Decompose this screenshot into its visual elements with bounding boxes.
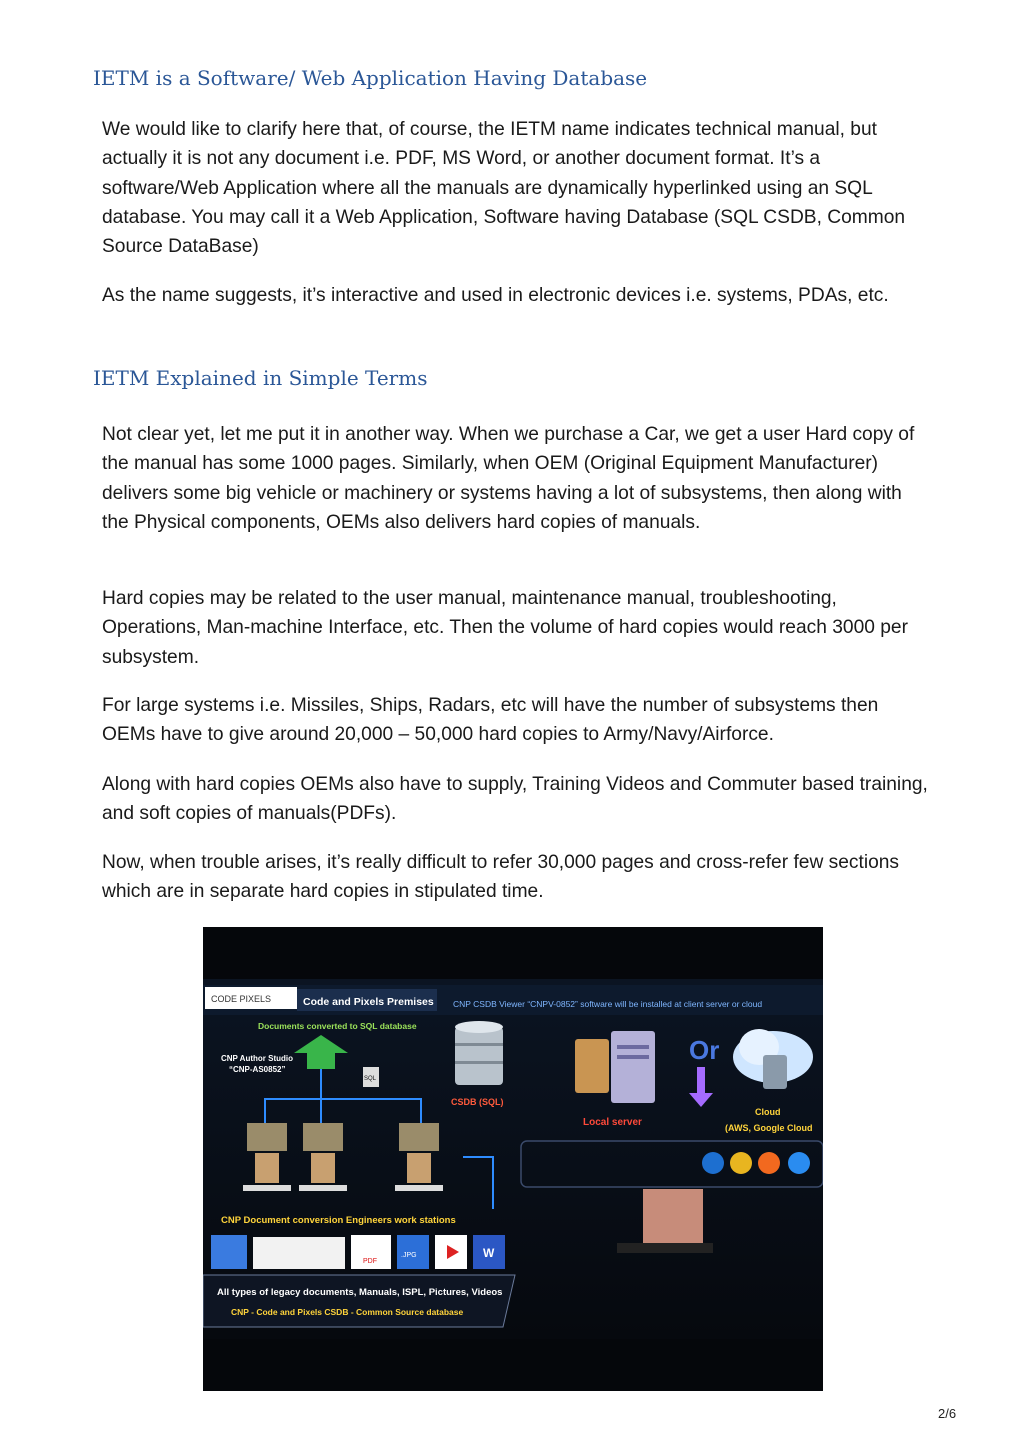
svg-text:SQL: SQL (364, 1076, 377, 1082)
safari-icon (788, 1152, 810, 1174)
cloud-label: Cloud (755, 1107, 781, 1117)
section-heading: IETM Explained in Simple Terms (93, 366, 428, 390)
banner-left: Code and Pixels Premises (303, 996, 434, 1008)
footer-box (203, 1275, 515, 1327)
banner-right: CNP CSDB Viewer “CNPV-0852” software will be installed at client server or cloud (453, 999, 763, 1009)
chrome-icon (730, 1152, 752, 1174)
page-number: 2/6 (938, 1406, 957, 1421)
author-studio-label: CNP Author Studio (221, 1054, 293, 1063)
figure-graphic (203, 927, 823, 1391)
section-heading: IETM is a Software/ Web Application Having Database (93, 66, 648, 90)
svg-text:.JPG: .JPG (401, 1252, 417, 1259)
paragraph: We would like to clarify here that, of course, the IETM name indicates technical manual, but actually it is not any document i.e. PDF, MS Word, or another document format. It’s a software/Web Application where all the manuals are dynamically hyperlinked using an SQL database. You may call it a Web Application, Software having Database (SQL CSDB, Common Source DataBase) (102, 119, 906, 258)
engine-drawing-icon (253, 1237, 345, 1269)
database-icon (455, 1021, 503, 1085)
svg-text:W: W (483, 1246, 495, 1260)
books-icon (211, 1235, 247, 1269)
paragraph: As the name suggests, it’s interactive and used in electronic devices i.e. systems, PDAs, etc. (102, 285, 889, 306)
svg-text:(AWS, Google Cloud: (AWS, Google Cloud (725, 1123, 813, 1133)
user-figure (643, 1189, 703, 1245)
csdb-label: CSDB (SQL) (451, 1097, 504, 1107)
paragraph: For large systems i.e. Missiles, Ships, Radars, etc will have the number of subsystems then OEMs have to give around 20,000 – 50,000 hard copies to Army/Navy/Airforce. (102, 695, 879, 746)
firefox-icon (758, 1152, 780, 1174)
workflow-figure (203, 927, 823, 1391)
paragraph: Hard copies may be related to the user manual, maintenance manual, troubleshooting, Operations, Man-machine Interface, etc. Then the volume of hard copies would reach 3000 per subsystem. (102, 588, 908, 668)
workstations-label: CNP Document conversion Engineers work stations (221, 1215, 456, 1226)
paragraph: Along with hard copies OEMs also have to supply, Training Videos and Commuter based training, and soft copies of manuals(PDFs). (102, 774, 928, 825)
svg-text:PDF: PDF (363, 1258, 377, 1265)
server-icon (575, 1031, 655, 1103)
paragraph: Now, when trouble arises, it’s really difficult to refer 30,000 pages and cross-refer few sections which are in separate hard copies in stipulated time. (102, 852, 900, 903)
ie-icon (702, 1152, 724, 1174)
or-label: Or (689, 1035, 720, 1065)
footer-line1: All types of legacy documents, Manuals, ISPL, Pictures, Videos (217, 1287, 503, 1298)
paragraph: Not clear yet, let me put it in another way. When we purchase a Car, we get a user Hard copy of the manual has some 1000 pages. Similarly, when OEM (Original Equipment Manufacturer) delivers some big vehicle or machinery or systems having a lot of subsystems, then along with the Physical components, OEMs also delivers hard copies of manuals. (102, 424, 915, 533)
docs-converted-label: Documents converted to SQL database (258, 1021, 417, 1031)
local-server-label: Local server (583, 1117, 642, 1128)
logo-text: CODE PIXELS (211, 994, 272, 1004)
footer-line2: CNP - Code and Pixels CSDB - Common Source database (231, 1307, 464, 1317)
desk (617, 1243, 713, 1253)
svg-text:“CNP-AS0852”: “CNP-AS0852” (229, 1065, 286, 1074)
